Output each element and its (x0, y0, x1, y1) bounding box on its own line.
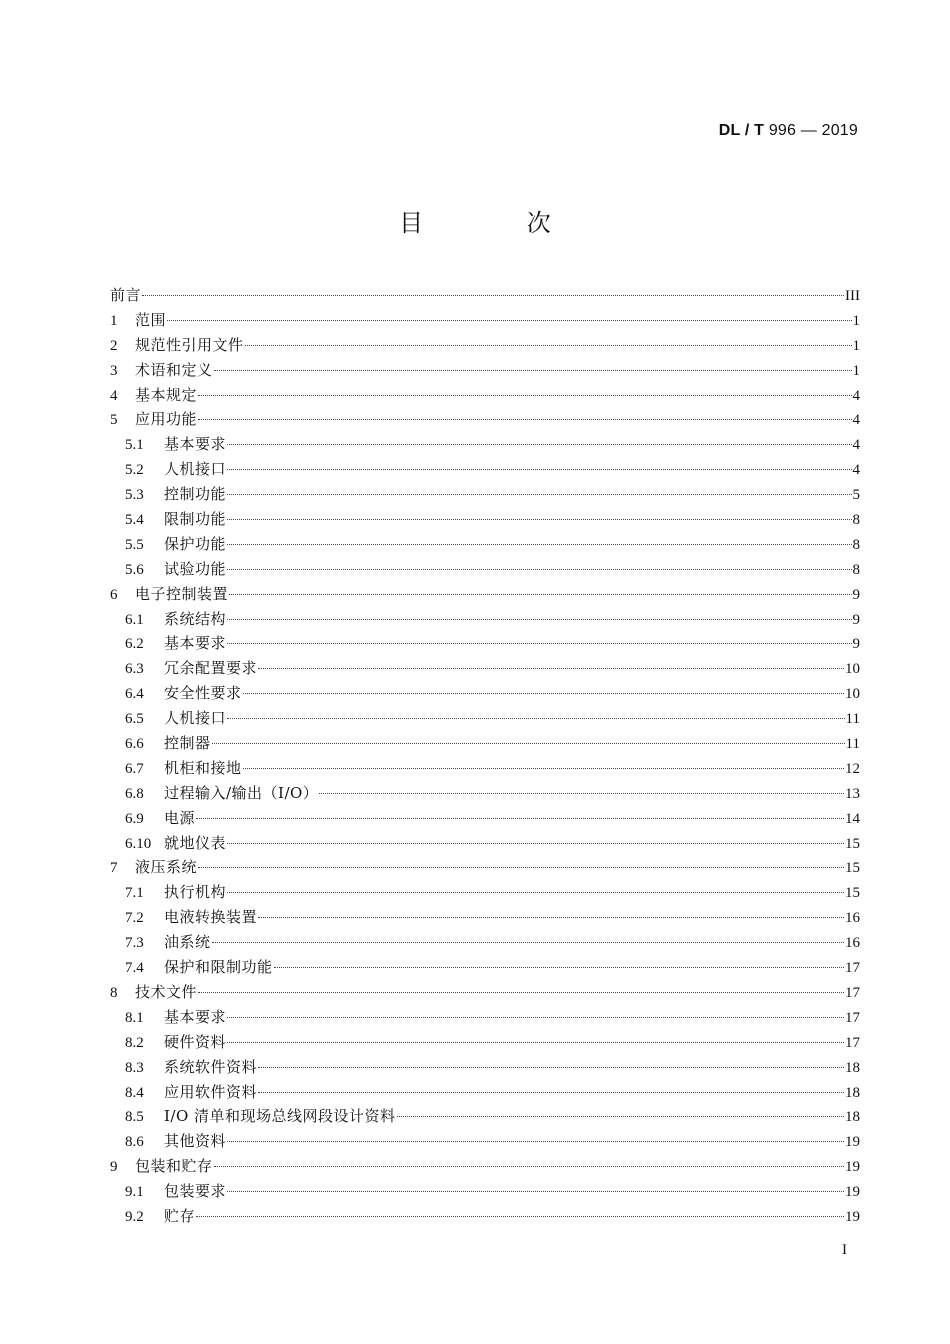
toc-entry[interactable] (110, 980, 860, 1005)
toc-entry[interactable] (110, 557, 860, 582)
toc-entry-label: 试验功能 (164, 559, 227, 578)
toc-entry-page: 1 (852, 337, 860, 354)
toc-entry-label: 冗余配置要求 (164, 659, 258, 678)
toc-entry[interactable] (110, 656, 860, 681)
toc-entry-page: 15 (845, 835, 860, 852)
toc-entry-label: 就地仪表 (164, 833, 227, 852)
toc-dot-leader (142, 295, 844, 296)
toc-dot-leader (198, 419, 851, 420)
toc-entry-page: 12 (845, 760, 860, 777)
toc-entry[interactable] (110, 482, 860, 507)
toc-entry-page: 4 (852, 387, 860, 404)
toc-entry-number: 6.8 (125, 785, 144, 802)
toc-entry-page: 17 (845, 960, 860, 977)
toc-entry[interactable] (110, 781, 860, 806)
toc-entry-page: 15 (845, 860, 860, 877)
toc-entry-page: 14 (845, 810, 860, 827)
toc-entry-page: 9 (852, 636, 860, 653)
toc-dot-leader (319, 793, 844, 794)
toc-entry-label: 液压系统 (135, 858, 198, 877)
toc-entry-number: 7.2 (125, 910, 144, 927)
toc-entry-number: 6.10 (125, 835, 152, 852)
toc-dot-leader (227, 544, 851, 545)
toc-entry-page: 8 (852, 536, 860, 553)
toc-dot-leader (397, 1116, 844, 1117)
toc-entry-label: I/O 清单和现场总线网段设计资料 (164, 1107, 396, 1126)
toc-dot-leader (227, 444, 851, 445)
toc-entry-number: 9 (110, 1159, 118, 1176)
toc-entry-page: 8 (852, 512, 860, 529)
toc-entry[interactable] (110, 1129, 860, 1154)
toc-entry[interactable] (110, 308, 860, 333)
toc-entry-number: 8.6 (125, 1134, 144, 1151)
toc-dot-leader (214, 370, 852, 371)
toc-dot-leader (258, 1092, 844, 1093)
toc-entry[interactable] (110, 955, 860, 980)
toc-entry-page: 1 (852, 312, 860, 329)
toc-entry-label: 安全性要求 (164, 684, 242, 703)
toc-entry-number: 7.1 (125, 885, 144, 902)
toc-entry-page: 8 (852, 561, 860, 578)
standard-number: 996 — 2019 (768, 122, 858, 139)
toc-entry-number: 5 (110, 412, 118, 429)
toc-entry-number: 5.4 (125, 512, 144, 529)
toc-entry-label: 包装要求 (164, 1182, 227, 1201)
toc-entry-number: 8.5 (125, 1109, 144, 1126)
toc-dot-leader (227, 892, 844, 893)
toc-entry[interactable] (110, 432, 860, 457)
toc-dot-leader (212, 743, 845, 744)
toc-entry-number: 5.6 (125, 561, 144, 578)
toc-entry-number: 9.1 (125, 1184, 144, 1201)
toc-entry-label: 基本要求 (164, 634, 227, 653)
toc-entry[interactable] (110, 905, 860, 930)
toc-entry[interactable] (110, 880, 860, 905)
toc-dot-leader (227, 1191, 844, 1192)
toc-entry[interactable] (110, 607, 860, 632)
toc-entry[interactable] (110, 582, 860, 607)
toc-entry-number: 8.4 (125, 1084, 144, 1101)
toc-entry-page: 19 (845, 1184, 860, 1201)
toc-entry-page: 17 (845, 1009, 860, 1026)
toc-entry[interactable] (110, 806, 860, 831)
toc-entry-label: 保护和限制功能 (164, 958, 273, 977)
toc-dot-leader (274, 967, 844, 968)
toc-entry-number: 2 (110, 337, 118, 354)
toc-entry[interactable] (110, 756, 860, 781)
toc-entry[interactable] (110, 855, 860, 880)
toc-entry[interactable] (110, 831, 860, 856)
toc-entry-number: 6.7 (125, 760, 144, 777)
toc-entry-page: 15 (845, 885, 860, 902)
toc-entry-page: 4 (852, 437, 860, 454)
toc-dot-leader (214, 1166, 844, 1167)
toc-dot-leader (227, 843, 844, 844)
toc-dot-leader (258, 668, 844, 669)
toc-dot-leader (198, 992, 844, 993)
toc-dot-leader (227, 519, 851, 520)
toc-entry-label: 基本要求 (164, 435, 227, 454)
toc-dot-leader (227, 1017, 844, 1018)
toc-entry-page: 10 (845, 661, 860, 678)
toc-dot-leader (167, 320, 851, 321)
toc-entry[interactable] (110, 383, 860, 408)
toc-entry-number: 7.4 (125, 960, 144, 977)
standard-id: DL / T (718, 122, 765, 139)
toc-entry-page: 18 (845, 1109, 860, 1126)
toc-entry-label: 油系统 (164, 933, 211, 952)
toc-entry-number: 1 (110, 312, 118, 329)
toc-dot-leader (227, 1042, 844, 1043)
toc-entry-label: 执行机构 (164, 883, 227, 902)
toc-entry-number: 7.3 (125, 935, 144, 952)
toc-dot-leader (243, 693, 844, 694)
toc-entry-label: 系统结构 (164, 609, 227, 628)
toc-entry-number: 5.3 (125, 487, 144, 504)
toc-entry-number: 6.4 (125, 686, 144, 703)
toc-entry[interactable] (110, 1030, 860, 1055)
toc-entry-label: 限制功能 (164, 510, 227, 529)
toc-dot-leader (196, 1216, 844, 1217)
toc-dot-leader (245, 345, 852, 346)
toc-dot-leader (227, 718, 845, 719)
toc-entry-page: 9 (852, 611, 860, 628)
toc-entry-label: 系统软件资料 (164, 1057, 258, 1076)
toc-entry-page: 16 (845, 910, 860, 927)
toc-dot-leader (229, 594, 851, 595)
table-of-contents (110, 283, 860, 1229)
toc-entry-number: 7 (110, 860, 118, 877)
toc-entry-number: 6.6 (125, 736, 144, 753)
toc-entry-label: 前言 (110, 286, 142, 304)
toc-entry-label: 范围 (135, 310, 167, 329)
toc-entry-page: 10 (845, 686, 860, 703)
toc-entry-page: 19 (845, 1134, 860, 1151)
toc-dot-leader (243, 768, 844, 769)
toc-entry[interactable] (110, 457, 860, 482)
toc-title: 目 次 (399, 209, 599, 237)
toc-entry-label: 基本规定 (135, 385, 198, 404)
toc-entry-label: 控制功能 (164, 485, 227, 504)
toc-entry-page: 17 (845, 984, 860, 1001)
toc-entry-page: 19 (845, 1208, 860, 1225)
toc-dot-leader (258, 1067, 844, 1068)
toc-entry-number: 4 (110, 387, 118, 404)
toc-entry[interactable] (110, 283, 860, 308)
toc-entry[interactable] (110, 706, 860, 731)
toc-dot-leader (212, 942, 844, 943)
toc-entry-number: 9.2 (125, 1208, 144, 1225)
toc-entry-label: 机柜和接地 (164, 758, 242, 777)
toc-dot-leader (227, 494, 851, 495)
toc-dot-leader (198, 867, 844, 868)
toc-entry[interactable] (110, 631, 860, 656)
toc-entry-number: 6.1 (125, 611, 144, 628)
toc-entry-label: 其他资料 (164, 1132, 227, 1151)
page-number: I (842, 1242, 847, 1258)
toc-dot-leader (227, 1141, 844, 1142)
toc-entry-page: 16 (845, 935, 860, 952)
toc-entry[interactable] (110, 532, 860, 557)
toc-entry-label: 规范性引用文件 (135, 335, 244, 354)
toc-entry-number: 6.3 (125, 661, 144, 678)
toc-entry-number: 5.2 (125, 462, 144, 479)
toc-entry-label: 电液转换装置 (164, 908, 258, 927)
toc-entry-number: 5.1 (125, 437, 144, 454)
toc-dot-leader (198, 395, 851, 396)
standard-code (719, 122, 858, 140)
toc-entry-page: 17 (845, 1034, 860, 1051)
toc-entry-number: 6.5 (125, 711, 144, 728)
toc-entry-number: 6.9 (125, 810, 144, 827)
toc-entry-number: 8.2 (125, 1034, 144, 1051)
toc-dot-leader (227, 643, 851, 644)
toc-entry-number: 8.3 (125, 1059, 144, 1076)
toc-entry[interactable] (110, 1204, 860, 1229)
toc-dot-leader (227, 619, 851, 620)
toc-entry[interactable] (110, 1055, 860, 1080)
toc-entry[interactable] (110, 1179, 860, 1204)
toc-entry[interactable] (110, 1104, 860, 1129)
toc-entry-page: 19 (845, 1159, 860, 1176)
toc-entry-label: 过程输入/输出（I/O） (164, 783, 319, 802)
toc-dot-leader (196, 818, 844, 819)
toc-entry-number: 8 (110, 984, 118, 1001)
toc-entry-number: 6 (110, 586, 118, 603)
toc-entry-number: 8.1 (125, 1009, 144, 1026)
toc-entry-label: 术语和定义 (135, 360, 213, 379)
toc-entry-label: 应用软件资料 (164, 1082, 258, 1101)
toc-dot-leader (227, 569, 851, 570)
toc-entry-number: 6.2 (125, 636, 144, 653)
toc-entry-page: 11 (845, 736, 860, 753)
toc-entry-label: 贮存 (164, 1206, 196, 1225)
toc-entry-label: 人机接口 (164, 460, 227, 479)
toc-entry-page: 11 (845, 711, 860, 728)
toc-entry-page: 18 (845, 1059, 860, 1076)
toc-entry[interactable] (110, 407, 860, 432)
toc-dot-leader (227, 469, 851, 470)
toc-entry-page: III (845, 288, 860, 304)
toc-entry-label: 控制器 (164, 734, 211, 753)
toc-entry-page: 9 (852, 586, 860, 603)
toc-entry[interactable] (110, 1154, 860, 1179)
toc-entry[interactable] (110, 1005, 860, 1030)
toc-entry-label: 基本要求 (164, 1007, 227, 1026)
toc-entry-page: 13 (845, 785, 860, 802)
toc-entry[interactable] (110, 681, 860, 706)
toc-entry[interactable] (110, 507, 860, 532)
toc-entry-label: 人机接口 (164, 709, 227, 728)
toc-entry[interactable] (110, 731, 860, 756)
toc-entry-label: 包装和贮存 (135, 1157, 213, 1176)
toc-entry[interactable] (110, 333, 860, 358)
toc-entry-number: 3 (110, 362, 118, 379)
toc-entry[interactable] (110, 930, 860, 955)
toc-entry-number: 5.5 (125, 536, 144, 553)
toc-entry[interactable] (110, 358, 860, 383)
toc-entry-page: 4 (852, 412, 860, 429)
toc-dot-leader (258, 917, 844, 918)
toc-entry-page: 1 (852, 362, 860, 379)
toc-entry-label: 电源 (164, 808, 196, 827)
toc-entry-page: 18 (845, 1084, 860, 1101)
toc-entry-label: 应用功能 (135, 410, 198, 429)
toc-entry-label: 保护功能 (164, 534, 227, 553)
toc-entry-page: 5 (852, 487, 860, 504)
toc-entry-label: 技术文件 (135, 982, 198, 1001)
toc-entry[interactable] (110, 1080, 860, 1105)
toc-entry-page: 4 (852, 462, 860, 479)
toc-entry-label: 硬件资料 (164, 1032, 227, 1051)
toc-entry-label: 电子控制装置 (135, 584, 229, 603)
